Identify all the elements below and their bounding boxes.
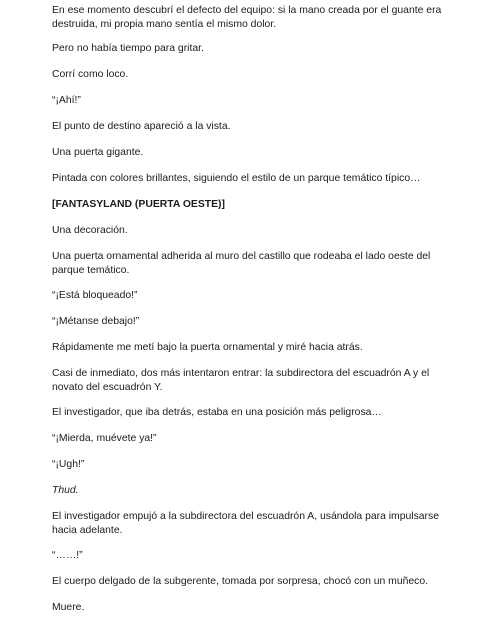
section-heading: [FANTASYLAND (PUERTA OESTE)] [52, 199, 225, 210]
paragraph-6: Una puerta gigante. [52, 147, 144, 158]
paragraph-12: “¡Métanse debajo!” [52, 316, 140, 327]
paragraph-1: En ese momento descubrí el defecto del equipo: si la mano creada por el guante era destruida, mi propia mano sentía el mismo dolor. [52, 5, 442, 30]
paragraph-10: Una puerta ornamental adherida al muro del castillo que rodeaba el lado oeste del parque temático. [52, 251, 431, 276]
paragraph-3: Corrí como loco. [52, 69, 129, 80]
paragraph-9: Una decoración. [52, 225, 128, 236]
paragraph-20: “……!” [52, 550, 83, 561]
paragraph-15: El investigador, que iba detrás, estaba en una posición más peligrosa… [52, 407, 382, 418]
paragraph-14: Casi de inmediato, dos más intentaron entrar: la subdirectora del escuadrón A y el novato del escuadrón Y. [52, 368, 430, 393]
paragraph-19: El investigador empujó a la subdirectora del escuadrón A, usándola para impulsarse hacia adelante. [52, 511, 439, 536]
paragraph-21: El cuerpo delgado de la subgerente, tomada por sorpresa, chocó con un muñeco. [52, 576, 429, 587]
paragraph-2: Pero no había tiempo para gritar. [52, 43, 204, 54]
paragraph-5: El punto de destino apareció a la vista. [52, 121, 231, 132]
paragraph-13: Rápidamente me metí bajo la puerta ornamental y miré hacia atrás. [52, 342, 363, 353]
paragraph-18: Thud. [52, 485, 79, 496]
paragraph-7: Pintada con colores brillantes, siguiendo el estilo de un parque temático típico… [52, 173, 421, 184]
paragraph-11: “¡Está bloqueado!” [52, 290, 138, 301]
paragraph-4: “¡Ahí!” [52, 95, 81, 106]
paragraph-16: “¡Mierda, muévete ya!” [52, 433, 157, 444]
paragraph-17: “¡Ugh!” [52, 459, 85, 470]
paragraph-22: Muere. [52, 602, 85, 613]
